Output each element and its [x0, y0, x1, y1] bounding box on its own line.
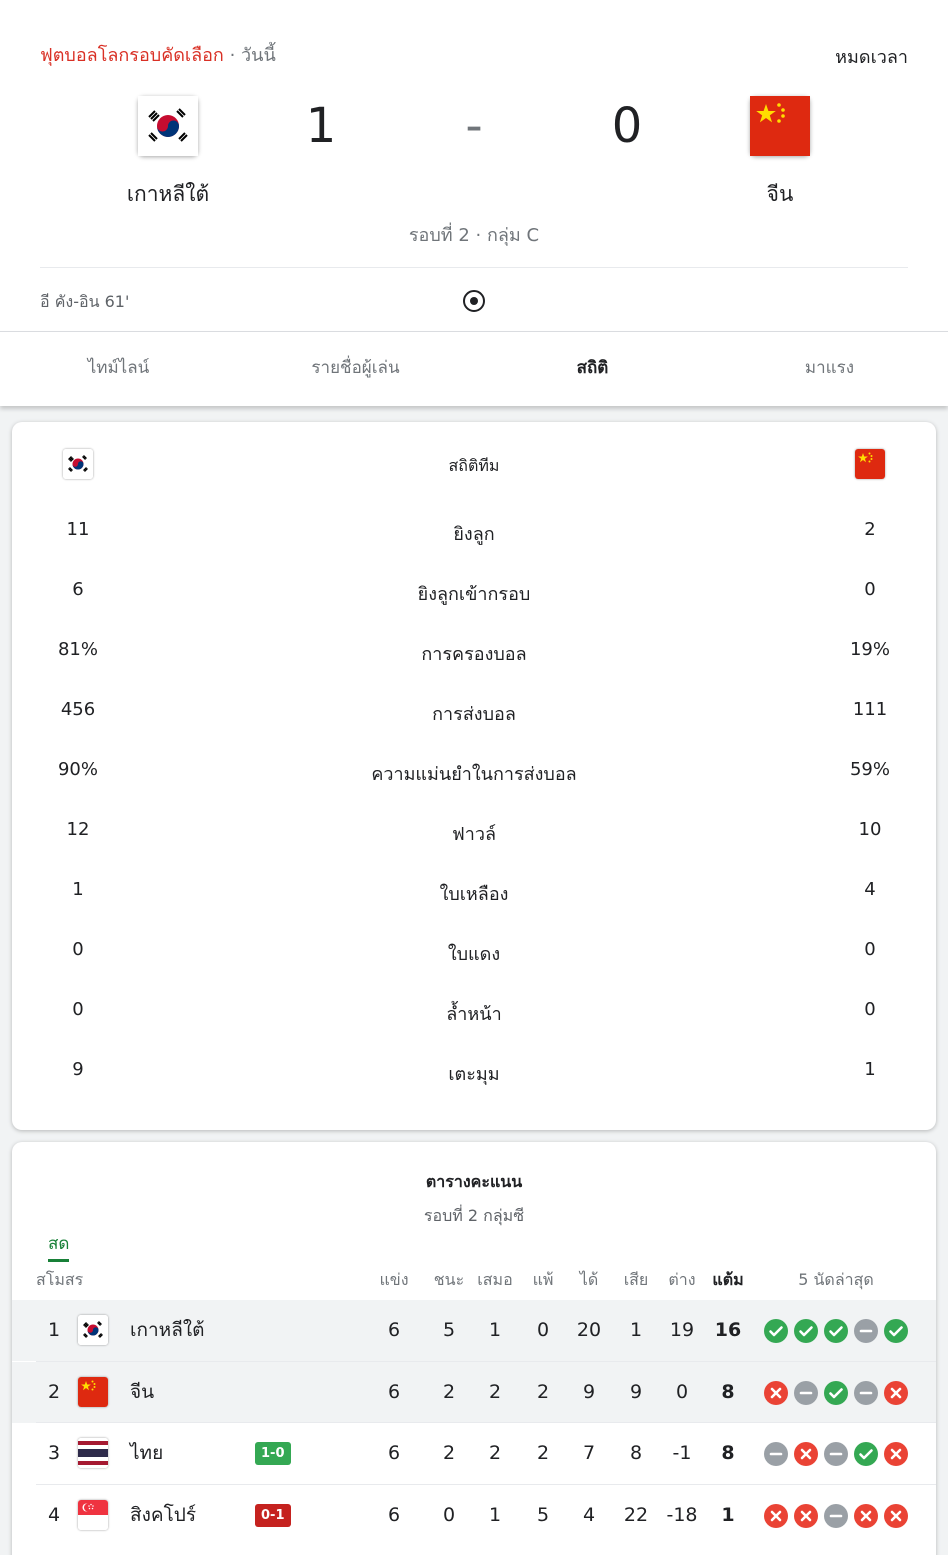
win-icon[interactable] — [794, 1319, 818, 1343]
position: 2 — [47, 1381, 61, 1403]
home-score: 1 — [305, 98, 337, 154]
soccer-ball-icon — [462, 289, 486, 313]
standings-title: ตารางคะแนน — [425, 1172, 523, 1191]
thailand-flag-icon — [78, 1438, 108, 1468]
away-team-name[interactable]: จีน — [766, 182, 794, 206]
home-stat-value: 456 — [60, 699, 96, 720]
header-points: แต้ม — [712, 1270, 744, 1289]
header-goal-diff: ต่าง — [668, 1270, 696, 1289]
table-row[interactable] — [12, 1300, 936, 1361]
stat-label: การครองบอล — [421, 644, 527, 665]
loss-icon[interactable] — [884, 1504, 908, 1528]
home-stat-value: 0 — [72, 939, 84, 960]
competition-line — [40, 40, 276, 69]
win-icon[interactable] — [884, 1319, 908, 1343]
live-tab[interactable]: สด — [48, 1230, 69, 1262]
drawn: 2 — [488, 1442, 502, 1464]
tab-stats[interactable]: สถิติ — [576, 358, 609, 378]
standings-card — [12, 1142, 936, 1555]
goal-scorer: อี คัง-อิน 61' — [40, 292, 130, 311]
header-won: ชนะ — [433, 1270, 465, 1289]
away-stat-value: 0 — [864, 999, 876, 1020]
standings-subtitle: รอบที่ 2 กลุ่มซี — [423, 1206, 525, 1225]
loss-icon[interactable] — [794, 1442, 818, 1466]
goal-diff: 0 — [675, 1381, 689, 1403]
away-stat-value: 19% — [849, 639, 890, 660]
header-goals-for: ได้ — [579, 1270, 599, 1289]
last-result-badge[interactable]: 0-1 — [255, 1504, 291, 1527]
header-played: แข่ง — [379, 1270, 409, 1289]
team-name[interactable]: จีน — [130, 1381, 155, 1403]
stat-row — [12, 999, 936, 1029]
header-goals-against: เสีย — [623, 1270, 649, 1289]
position: 3 — [47, 1442, 61, 1464]
match-tabs — [0, 331, 948, 406]
stat-row — [12, 939, 936, 969]
lost: 0 — [536, 1319, 550, 1341]
stat-label: ความแม่นยำในการส่งบอล — [371, 764, 577, 785]
won: 2 — [442, 1442, 456, 1464]
team-stats-card — [12, 422, 936, 1130]
home-stat-value: 11 — [66, 519, 90, 540]
singapore-flag-icon — [78, 1500, 108, 1530]
away-stat-value: 59% — [849, 759, 890, 780]
stat-row — [12, 759, 936, 789]
home-team-name[interactable]: เกาหลีใต้ — [126, 182, 210, 206]
goals-against: 9 — [629, 1381, 643, 1403]
points: 8 — [721, 1442, 735, 1464]
away-stat-value: 10 — [858, 819, 882, 840]
stat-label: เตะมุม — [448, 1064, 500, 1085]
divider — [40, 267, 908, 268]
stat-label: การส่งบอล — [432, 704, 516, 725]
away-stat-value: 0 — [864, 939, 876, 960]
header-club: สโมสร — [36, 1270, 84, 1289]
drawn: 1 — [488, 1504, 502, 1526]
stat-row — [12, 639, 936, 669]
won: 0 — [442, 1504, 456, 1526]
table-row[interactable] — [12, 1423, 936, 1484]
header-drawn: เสมอ — [477, 1270, 513, 1289]
away-stats-flag — [855, 449, 885, 479]
away-stat-value: 2 — [864, 519, 876, 540]
won: 2 — [442, 1381, 456, 1403]
goals-against: 8 — [629, 1442, 643, 1464]
draw-icon[interactable] — [794, 1381, 818, 1405]
header-lost: แพ้ — [532, 1270, 554, 1289]
team-name[interactable]: ไทย — [130, 1442, 164, 1464]
round-info: รอบที่ 2 · กลุ่ม C — [408, 225, 540, 246]
match-status: หมดเวลา — [835, 47, 908, 68]
home-stat-value: 1 — [72, 879, 84, 900]
stat-label: ล้ำหน้า — [446, 1004, 502, 1025]
stat-row — [12, 519, 936, 549]
home-stat-value: 90% — [57, 759, 98, 780]
position: 4 — [47, 1504, 61, 1526]
stat-label: ใบแดง — [447, 944, 501, 965]
stat-row — [12, 699, 936, 729]
played: 6 — [387, 1442, 401, 1464]
stat-row — [12, 819, 936, 849]
won: 5 — [442, 1319, 456, 1341]
stat-label: ฟาวล์ — [452, 824, 496, 845]
south-korea-flag-icon — [78, 1315, 108, 1345]
table-row[interactable] — [12, 1362, 936, 1423]
form-guide — [764, 1504, 908, 1528]
south-korea-flag-icon — [138, 96, 198, 156]
lost: 5 — [536, 1504, 550, 1526]
china-flag-icon — [78, 1377, 108, 1407]
win-icon[interactable] — [824, 1381, 848, 1405]
played: 6 — [387, 1381, 401, 1403]
draw-icon[interactable] — [854, 1319, 878, 1343]
match-date: วันนี้ — [241, 45, 276, 66]
points: 1 — [721, 1504, 735, 1526]
table-row[interactable] — [12, 1485, 936, 1546]
header-form: 5 นัดล่าสุด — [798, 1270, 874, 1289]
goal-diff: -18 — [666, 1504, 698, 1526]
score-dash: - — [465, 98, 483, 154]
win-icon[interactable] — [764, 1319, 788, 1343]
goals-for: 4 — [582, 1504, 596, 1526]
form-guide — [764, 1381, 908, 1405]
home-team-flag[interactable] — [138, 96, 198, 156]
stat-row — [12, 1059, 936, 1089]
home-stat-value: 12 — [66, 819, 90, 840]
lost: 2 — [536, 1442, 550, 1464]
match-header — [0, 0, 948, 406]
team-name[interactable]: เกาหลีใต้ — [130, 1319, 205, 1341]
goals-against: 1 — [629, 1319, 643, 1341]
goals-for: 20 — [576, 1319, 602, 1341]
played: 6 — [387, 1504, 401, 1526]
stats-title: สถิติทีม — [448, 456, 500, 475]
loss-icon[interactable] — [854, 1504, 878, 1528]
tab-timeline[interactable]: ไทม์ไลน์ — [87, 358, 150, 378]
loss-icon[interactable] — [884, 1442, 908, 1466]
position: 1 — [47, 1319, 61, 1341]
home-stat-value: 81% — [57, 639, 98, 660]
stat-row — [12, 879, 936, 909]
away-stat-value: 0 — [864, 579, 876, 600]
away-stat-value: 4 — [864, 879, 876, 900]
separator: · — [229, 45, 236, 66]
tab-lineups[interactable]: รายชื่อผู้เล่น — [311, 358, 400, 378]
stat-label: ใบเหลือง — [439, 884, 509, 905]
goal-diff: 19 — [669, 1319, 695, 1341]
draw-icon[interactable] — [824, 1504, 848, 1528]
win-icon[interactable] — [824, 1319, 848, 1343]
draw-icon[interactable] — [764, 1442, 788, 1466]
loss-icon[interactable] — [884, 1381, 908, 1405]
away-stat-value: 111 — [852, 699, 888, 720]
tab-trending[interactable]: มาแรง — [804, 358, 855, 378]
form-guide — [764, 1319, 908, 1343]
lost: 2 — [536, 1381, 550, 1403]
stat-label: ยิงลูกเข้ากรอบ — [417, 584, 531, 605]
form-guide — [764, 1442, 908, 1466]
drawn: 2 — [488, 1381, 502, 1403]
china-flag-icon — [750, 96, 810, 156]
away-team-flag[interactable] — [750, 96, 810, 156]
china-flag-icon — [855, 449, 885, 479]
loss-icon[interactable] — [764, 1504, 788, 1528]
stat-label: ยิงลูก — [453, 524, 495, 545]
team-name[interactable]: สิงคโปร์ — [130, 1504, 197, 1526]
home-stat-value: 0 — [72, 999, 84, 1020]
home-stat-value: 9 — [72, 1059, 84, 1080]
drawn: 1 — [488, 1319, 502, 1341]
away-score: 0 — [611, 98, 643, 154]
home-stat-value: 6 — [72, 579, 84, 600]
win-icon[interactable] — [854, 1442, 878, 1466]
stat-row — [12, 579, 936, 609]
last-result-badge[interactable]: 1-0 — [255, 1442, 291, 1465]
goals-for: 9 — [582, 1381, 596, 1403]
goals-for: 7 — [582, 1442, 596, 1464]
points: 8 — [721, 1381, 735, 1403]
loss-icon[interactable] — [764, 1381, 788, 1405]
draw-icon[interactable] — [854, 1381, 878, 1405]
competition-name[interactable]: ฟุตบอลโลกรอบคัดเลือก — [40, 45, 224, 66]
draw-icon[interactable] — [824, 1442, 848, 1466]
goals-against: 22 — [623, 1504, 649, 1526]
points: 16 — [714, 1319, 742, 1341]
played: 6 — [387, 1319, 401, 1341]
away-stat-value: 1 — [864, 1059, 876, 1080]
loss-icon[interactable] — [794, 1504, 818, 1528]
goal-diff: -1 — [672, 1442, 692, 1464]
